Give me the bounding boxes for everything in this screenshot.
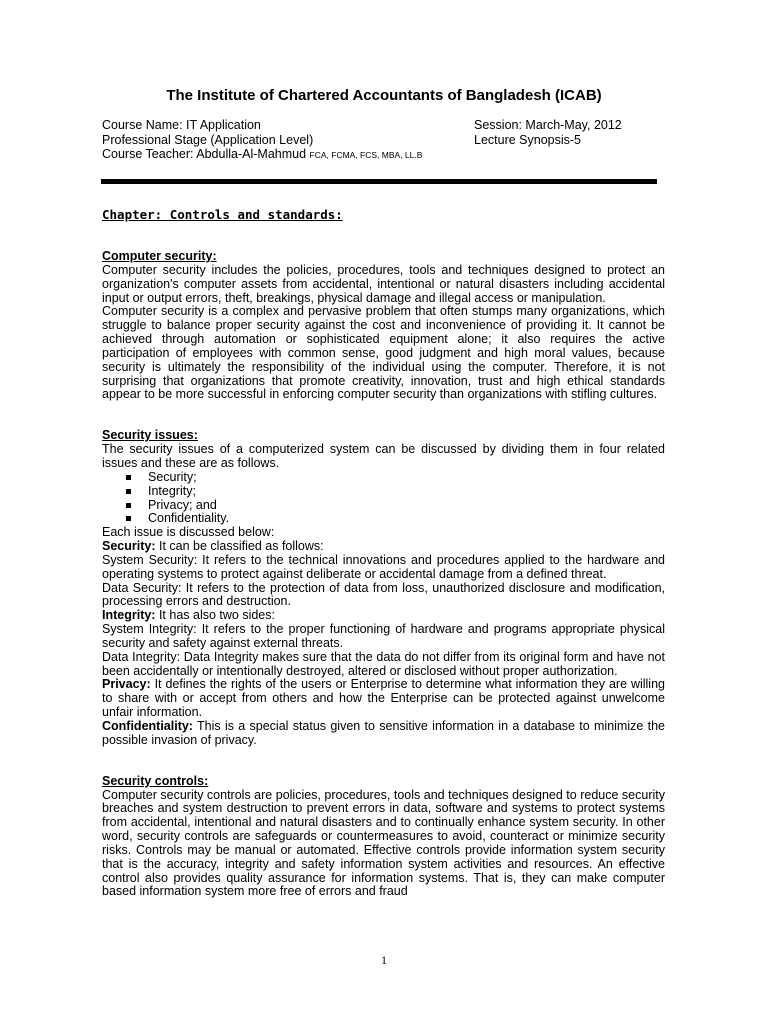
privacy-label: Privacy: (102, 677, 151, 692)
data-integrity-paragraph: Data Integrity: Data Integrity makes sure that the data do not differ from its original form and have not been accidentally or intentionally destroyed, altered or disclosed without proper authorization. (102, 649, 665, 678)
security-issues-list (102, 471, 665, 526)
privacy-paragraph (102, 678, 665, 720)
list-item: Integrity; (126, 485, 665, 499)
document-body (102, 250, 665, 899)
synopsis: Lecture Synopsis-5 (474, 132, 582, 147)
security-line (102, 540, 665, 554)
integrity-label: Integrity: (102, 608, 156, 623)
confidentiality-paragraph (102, 720, 665, 748)
list-item: Confidentiality. (126, 512, 665, 526)
session: Session: March-May, 2012 (474, 118, 622, 132)
teacher-credentials: FCA, FCMA, FCS, MBA, LL.B (309, 150, 423, 160)
privacy-text: It defines the rights of the users or Enterprise to determine what information they are willing to share with or accept from others and how the Enterprise can be protected against unwelcome unfair information. (102, 677, 665, 720)
chapter-heading: Chapter: Controls and standards: (102, 207, 343, 222)
integrity-text: It has also two sides: (155, 608, 275, 623)
course-name: Course Name: IT Application (102, 118, 261, 132)
course-info (102, 118, 662, 162)
document-title: The Institute of Chartered Accountants of Bangladesh (ICAB) (166, 87, 602, 104)
each-issue-line: Each issue is discussed below: (102, 525, 275, 540)
computer-security-paragraph-2: Computer security is a complex and pervasive problem that often stumps many organizations, which struggle to balance proper security against the cost and inconvenience of providing it. It cannot be achieved through automation or sophisticated equipment alone; it also requires the active participation of employees with common sense, good judgment and high moral values, because security is ultimately the responsibility of the individual using the computer. Therefore, it is not surprising that organizations that promote creativity, innovation, trust and high ethical standards appear to be more successful in enforcing computer security than organizations with stifling cultures. (102, 304, 665, 402)
security-controls-paragraph: Computer security controls are policies, procedures, tools and techniques designed to reduce security breaches and system destruction to prevent errors in data, software and systems to protect systems from accidental, intentional and natural disasters and to continually enhance system security. In other word, security controls are safeguards or countermeasures to avoid, counteract or minimize security risks. Controls may be manual or automated. Effective controls provide information system security that is the accuracy, integrity and safety information system activities and resources. An effective control also provides quality assurance for information systems. That is, they can make computer based information system more free of errors and fraud (102, 787, 665, 899)
page-number: 1 (381, 953, 387, 967)
security-controls-heading: Security controls: (102, 773, 209, 788)
computer-security-paragraph-1: Computer security includes the policies, procedures, tools and techniques designed to protect an organization's computer assets from accidental, intentional or natural disasters including accidental input or output errors, theft, breakings, physical damage and illegal access or manipulation. (102, 262, 665, 305)
security-label: Security: (102, 539, 156, 554)
security-issues-intro: The security issues of a computerized system can be discussed by dividing them in four related issues and these are as follows. (102, 442, 665, 470)
system-integrity-paragraph: System Integrity: It refers to the proper functioning of hardware and programs appropriate physical security and safety against external threats. (102, 622, 665, 650)
computer-security-heading: Computer security: (102, 249, 217, 263)
confidentiality-label: Confidentiality: (102, 719, 193, 733)
integrity-line (102, 609, 665, 623)
header-divider (101, 179, 657, 184)
list-item: Privacy; and (126, 499, 665, 513)
system-security-paragraph: System Security: It refers to the technical innovations and procedures applied to the hardware and operating systems to protect against deliberate or accidental damage from a defined threat. (102, 552, 665, 581)
list-item: Security; (126, 471, 665, 485)
course-teacher: Course Teacher: Abdulla-Al-Mahmud (102, 147, 307, 161)
security-text: It can be classified as follows: (155, 539, 324, 554)
stage: Professional Stage (Application Level) (102, 132, 314, 147)
confidentiality-text: This is a special status given to sensitive information in a database to minimize the possible invasion of privacy. (102, 719, 665, 747)
data-security-paragraph: Data Security: It refers to the protection of data from loss, unauthorized disclosure and modification, processing errors and destruction. (102, 580, 665, 609)
security-issues-heading: Security issues: (102, 428, 198, 443)
